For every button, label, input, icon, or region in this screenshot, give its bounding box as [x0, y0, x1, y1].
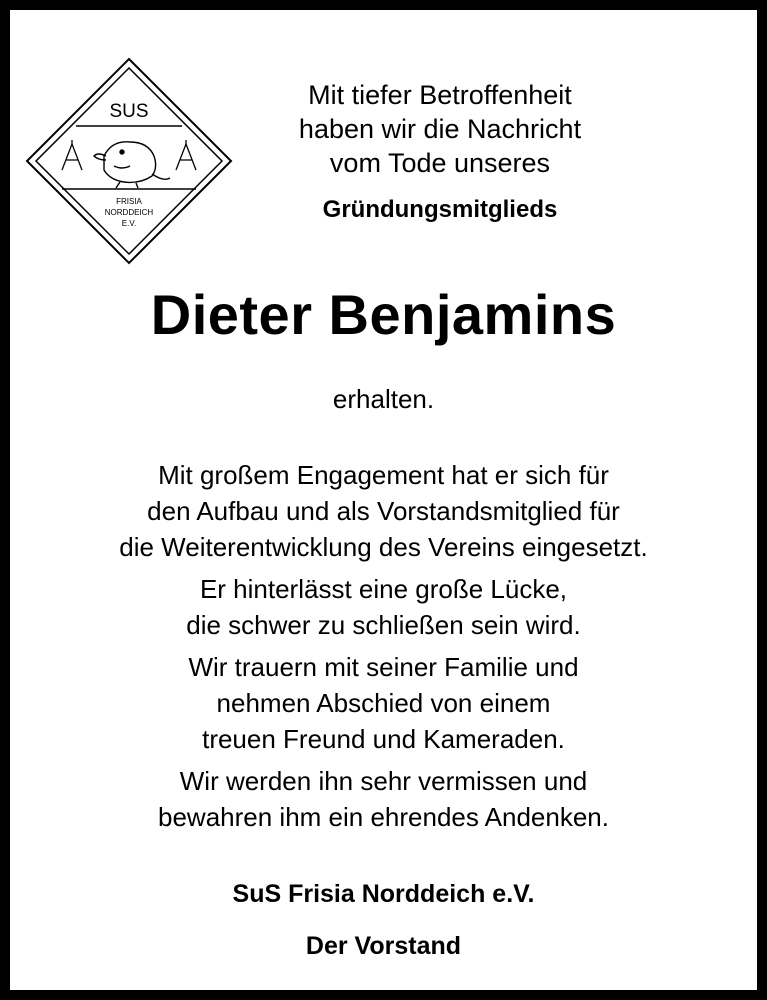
tribute-line: die Weiterentwicklung des Vereins eingesetzt. [119, 532, 648, 562]
right-letter-a-icon [176, 140, 196, 170]
tribute-line: treuen Freund und Kameraden. [202, 724, 565, 754]
tribute-line: nehmen Abschied von einem [216, 688, 551, 718]
tribute-line: Wir werden ihn sehr vermissen und [179, 766, 588, 796]
tribute-line: Mit großem Engagement hat er sich für [158, 460, 609, 490]
intro-text [240, 78, 640, 180]
tribute-paragraph [0, 571, 767, 643]
intro-line: haben wir die Nachricht [298, 114, 582, 144]
tribute-line: Wir trauern mit seiner Familie und [188, 652, 579, 682]
membership-rank: Gründungsmitglieds [322, 196, 558, 223]
tribute-body [0, 457, 767, 841]
logo-club-line1: FRISIA [116, 197, 142, 206]
intro-line: Mit tiefer Betroffenheit [308, 80, 572, 110]
logo-club-line2: NORDDEICH [104, 208, 154, 217]
tribute-line: den Aufbau und als Vorstandsmitglied für [147, 496, 620, 526]
logo-outer-diamond [27, 59, 231, 263]
tribute-paragraph [0, 649, 767, 757]
logo-club-line3: E.V. [121, 219, 137, 228]
tribute-line: Er hinterlässt eine große Lücke, [199, 574, 568, 604]
tribute-line: bewahren ihm ein ehrendes Andenken. [158, 802, 609, 832]
received-text: erhalten. [332, 384, 435, 414]
intro-line: vom Tode unseres [329, 148, 551, 178]
signature-board: Der Vorstand [305, 932, 462, 960]
tribute-line: die schwer zu schließen sein wird. [186, 610, 581, 640]
deceased-name: Dieter Benjamins [150, 283, 617, 346]
club-logo [24, 56, 234, 266]
logo-abbr: SUS [109, 101, 149, 122]
left-letter-a-icon [62, 140, 82, 170]
signature-organization: SuS Frisia Norddeich e.V. [232, 880, 535, 908]
tribute-paragraph [0, 457, 767, 565]
seal-emblem-icon [94, 142, 170, 188]
tribute-paragraph [0, 763, 767, 835]
signature-block [0, 868, 767, 972]
